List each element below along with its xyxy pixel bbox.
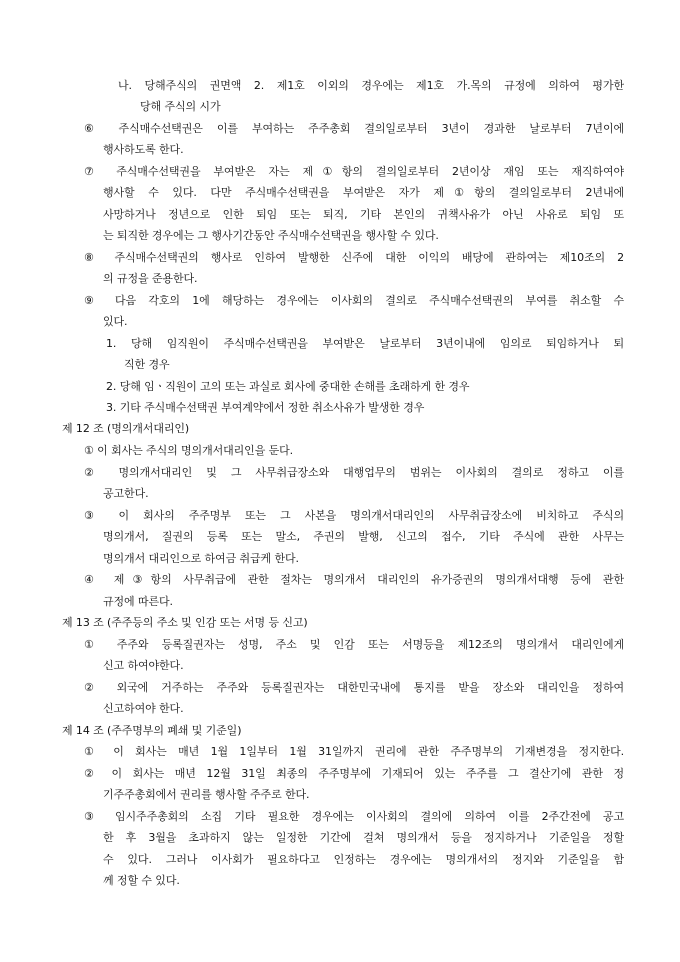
text-line: 는 퇴직한 경우에는 그 행사기간동안 주식매수선택권을 행사할 수 있다.: [103, 229, 439, 242]
text-line: ② 이 회사는 매년 12월 31일 최종의 주주명부에 기재되어 있는 주주를 그 결산기에 관한 정: [84, 767, 624, 780]
text-line: 신고 하여야한다.: [103, 659, 184, 672]
text-line: ② 명의개서대리인 및 그 사무취급장소와 대행업무의 범위는 이사회의 결의로 정하고 이를: [84, 466, 624, 479]
text-line: 2. 당해 임ㆍ직원이 고의 또는 과실로 회사에 중대한 손해를 초래하게 한 경우: [106, 380, 470, 393]
text-line: 행사할 수 있다. 다만 주식매수선택권을 부여받은 자가 제①항의 결의일로부터 2년내에: [103, 186, 624, 199]
text-line: 행사하도록 한다.: [103, 143, 184, 156]
text-line: ⑧ 주식매수선택권의 행사로 인하여 발행한 신주에 대한 이익의 배당에 관하여는 제10조의 2: [84, 251, 624, 264]
text-line: 명의개서 대리인으로 하여금 취급케 한다.: [103, 552, 299, 565]
text-line: ③ 이 회사의 주주명부 또는 그 사본을 명의개서대리인의 사무취급장소에 비치하고 주식의: [84, 509, 624, 522]
text-line: 명의개서, 질권의 등록 또는 말소, 주권의 발행, 신고의 접수, 기타 주식에 관한 사무는: [103, 530, 624, 543]
article-heading: 제 12 조 (명의개서대리인): [62, 422, 190, 435]
text-line: 규정에 따른다.: [103, 595, 173, 608]
text-line: 직한 경우: [124, 358, 170, 371]
text-line: 당해 주식의 시가: [140, 100, 221, 113]
text-line: 신고하여야 한다.: [103, 702, 184, 715]
text-line: ⑨ 다음 각호의 1에 해당하는 경우에는 이사회의 결의로 주식매수선택권의 부여를 취소할 수: [84, 294, 624, 307]
text-line: 수 있다. 그러나 이사회가 필요하다고 인정하는 경우에는 명의개서의 정지와 기준일을 함: [103, 853, 624, 866]
text-line: ① 이 회사는 주식의 명의개서대리인을 둔다.: [84, 444, 294, 457]
text-line: 나. 당해주식의 권면액 2. 제1호 이외의 경우에는 제1호 가.목의 규정에 의하여 평가한: [118, 79, 624, 92]
text-line: 께 정할 수 있다.: [103, 874, 180, 887]
text-line: 사망하거나 정년으로 인한 퇴임 또는 퇴직, 기타 본인의 귀책사유가 아닌 사유로 퇴임 또: [103, 208, 624, 221]
text-line: 공고한다.: [103, 487, 149, 500]
text-line: 의 규정을 준용한다.: [103, 272, 198, 285]
text-line: ① 이 회사는 매년 1월 1일부터 1월 31일까지 권리에 관한 주주명부의 기재변경을 정지한다.: [84, 745, 624, 758]
text-line: ⑥ 주식매수선택권은 이를 부여하는 주주총회 결의일로부터 3년이 경과한 날로부터 7년이에: [84, 122, 624, 135]
text-line: ① 주주와 등록질권자는 성명, 주소 및 인감 또는 서명등을 제12조의 명의개서 대리인에게: [84, 638, 624, 651]
text-line: ⑦ 주식매수선택권을 부여받은 자는 제①항의 결의일로부터 2년이상 재임 또는 재직하여야: [84, 165, 624, 178]
text-line: 한 후 3월을 초과하지 않는 일정한 기간에 걸쳐 명의개서 등을 정지하거나 기준일을 정할: [103, 831, 624, 844]
text-line: ③ 임시주주총회의 소집 기타 필요한 경우에는 이사회의 결의에 의하여 이를 2주간전에 공고: [84, 810, 624, 823]
text-line: 기주주총회에서 권리를 행사할 주주로 한다.: [103, 788, 310, 801]
article-heading: 제 14 조 (주주명부의 폐쇄 및 기준일): [62, 724, 242, 737]
text-line: 1. 당해 임직원이 주식매수선택권을 부여받은 날로부터 3년이내에 임의로 퇴임하거나 퇴: [106, 337, 624, 350]
text-line: ② 외국에 거주하는 주주와 등록질권자는 대한민국내에 통지를 받을 장소와 대리인을 정하여: [84, 681, 624, 694]
text-line: 있다.: [103, 315, 128, 328]
text-line: 3. 기타 주식매수선택권 부여계약에서 정한 취소사유가 발생한 경우: [106, 401, 425, 414]
article-heading: 제 13 조 (주주등의 주소 및 인감 또는 서명 등 신고): [62, 616, 308, 629]
text-line: ④ 제③항의 사무취급에 관한 절차는 명의개서 대리인의 유가증권의 명의개서대행 등에 관한: [84, 573, 624, 586]
